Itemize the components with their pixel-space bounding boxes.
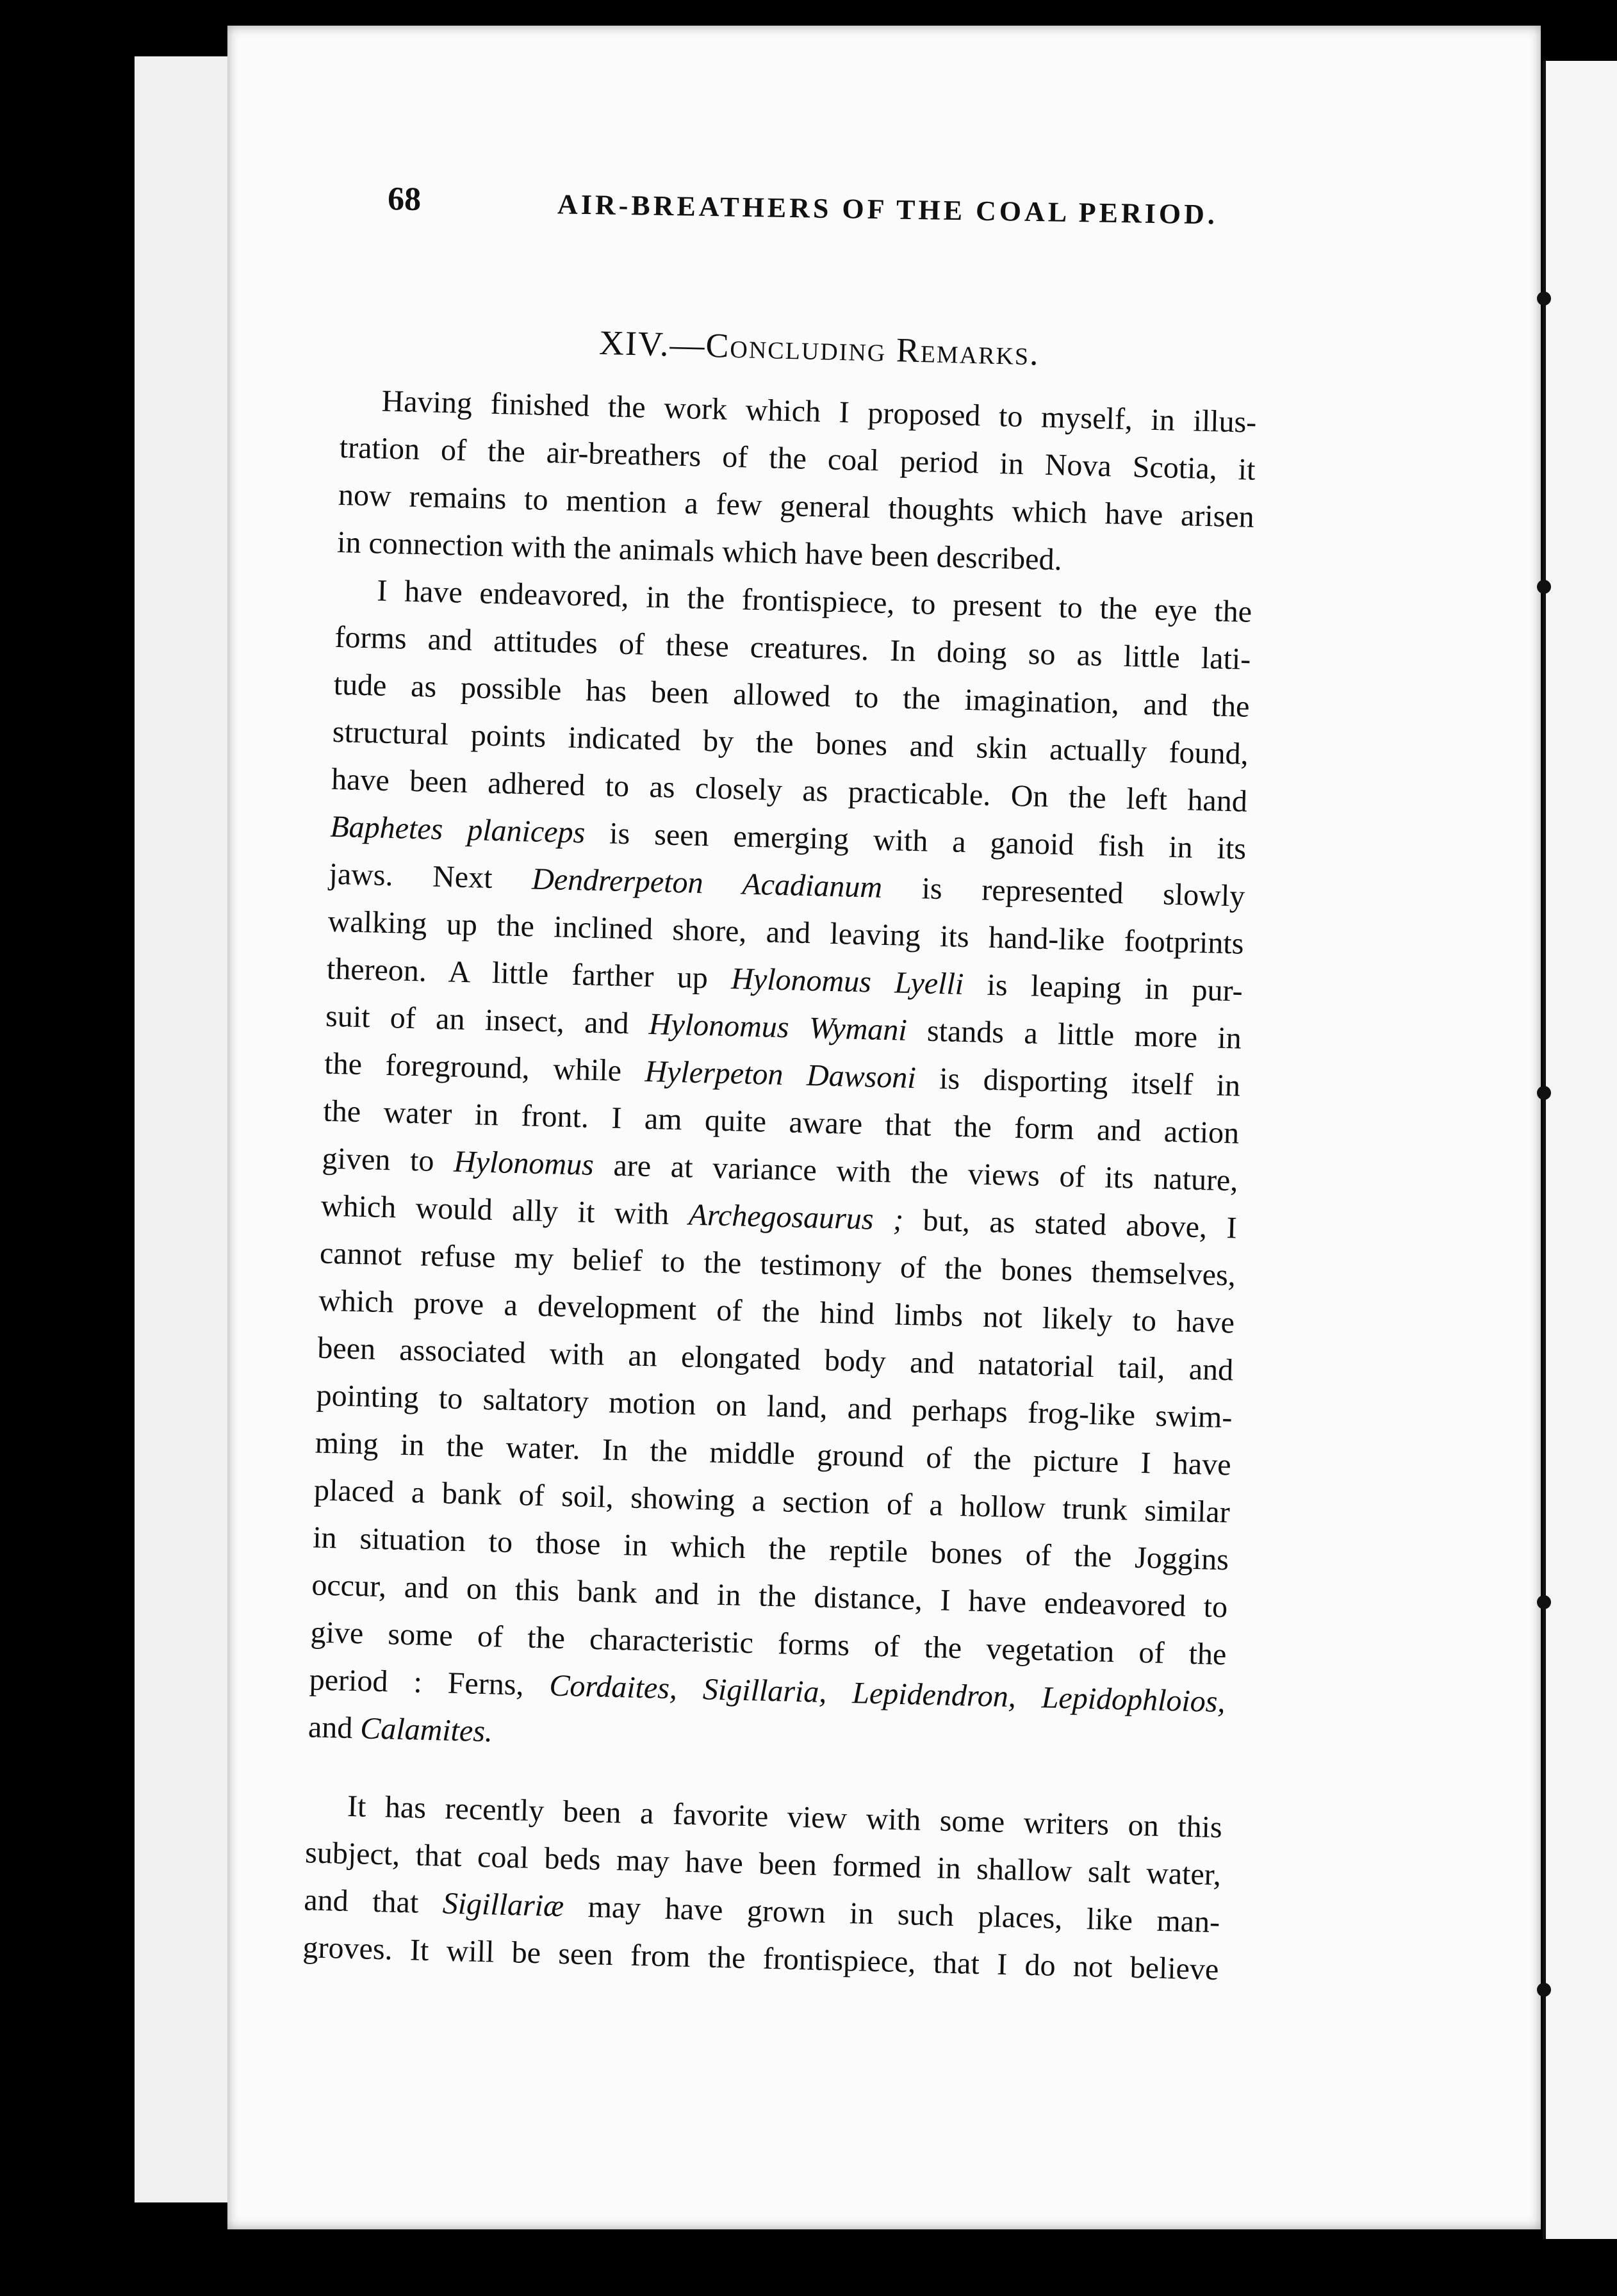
text-line: forms and attitudes of these creatures. In doing so as little lati- [334, 619, 1251, 676]
text-line: in connection with the animals which have been described. [336, 525, 1063, 577]
text-line: cannot refuse my belief to the testimony of the bones themselves, [319, 1236, 1236, 1293]
page-edge-mark [1537, 1595, 1551, 1609]
text-line: tration of the air-breathers of the coal period in Nova Scotia, it [339, 430, 1256, 487]
text-line: subject, that coal beds may have been formed in shallow salt water, [304, 1835, 1222, 1892]
text-line: and Calamites. [308, 1710, 493, 1749]
page-edge-mark [1537, 1086, 1551, 1100]
text-line: ming in the water. In the middle ground of the picture I have [315, 1425, 1232, 1482]
text-line: in situation to those in which the reptile bones of the Joggins [312, 1520, 1229, 1577]
text-line: thereon. A little farther up Hylonomus Lyelli is leaping in pur- [326, 951, 1244, 1008]
text-line: placed a bank of soil, showing a section of a hollow trunk similar [313, 1473, 1231, 1530]
text-line: have been adhered to as closely as practicable. On the left hand [331, 762, 1248, 819]
text-line: the water in front. I am quite aware that the form and action [322, 1094, 1240, 1151]
text-line: pointing to saltatory motion on land, and perhaps frog-like swim- [316, 1378, 1233, 1435]
text-line: now remains to mention a few general thoughts which have arisen [338, 477, 1255, 534]
text-line: which would ally it with Archegosaurus ; but, as stated above, I [320, 1188, 1238, 1245]
text-line: walking up the inclined shore, and leaving its hand-like footprints [327, 904, 1245, 961]
text-line: groves. It will be seen from the frontispiece, that I do not believe [302, 1930, 1219, 1987]
text-line: given to Hylonomus are at variance with the views of its nature, [322, 1141, 1239, 1198]
facing-page-edge [1543, 61, 1617, 2239]
section-title: XIV.—Concluding Remarks. [598, 323, 1040, 373]
page-edge-mark [1537, 1983, 1551, 1997]
text-line: tude as possible has been allowed to the imagination, and the [333, 667, 1251, 724]
text-line: Baphetes planiceps is seen emerging with a ganoid fish in its [329, 809, 1247, 866]
text-line: occur, and on this bank and in the distance, I have endeavored to [311, 1568, 1228, 1625]
text-line: It has recently been a favorite view with some writers on this [347, 1789, 1223, 1845]
text-line: I have endeavored, in the frontispiece, to present to the eye the [376, 573, 1252, 629]
text-line: and that Sigillariæ may have grown in such places, like man- [303, 1883, 1220, 1940]
text-line: jaws. Next Dendrerpeton Acadianum is represented slowly [328, 857, 1245, 914]
text-line: Having finished the work which I proposed to myself, in illus- [381, 384, 1257, 439]
text-line: structural points indicated by the bones and skin actually found, [332, 714, 1249, 771]
text-line: period : Ferns, Cordaites, Sigillaria, Lepidendron, Lepidophloios, [309, 1662, 1226, 1719]
text-line: been associated with an elongated body and natatorial tail, and [316, 1331, 1234, 1388]
text-line: give some of the characteristic forms of the vegetation of the [310, 1615, 1227, 1672]
page-edge-mark [1537, 580, 1551, 594]
running-head: AIR-BREATHERS OF THE COAL PERIOD. [557, 188, 1219, 231]
body-text [302, 314, 1259, 1994]
page-number: 68 [387, 181, 422, 218]
page-edge-mark [1537, 291, 1551, 306]
text-line: the foreground, while Hylerpeton Dawsoni is disporting itself in [324, 1046, 1241, 1103]
text-line: which prove a development of the hind limbs not likely to have [318, 1283, 1235, 1340]
text-line: suit of an insect, and Hylonomus Wymani stands a little more in [325, 999, 1242, 1056]
